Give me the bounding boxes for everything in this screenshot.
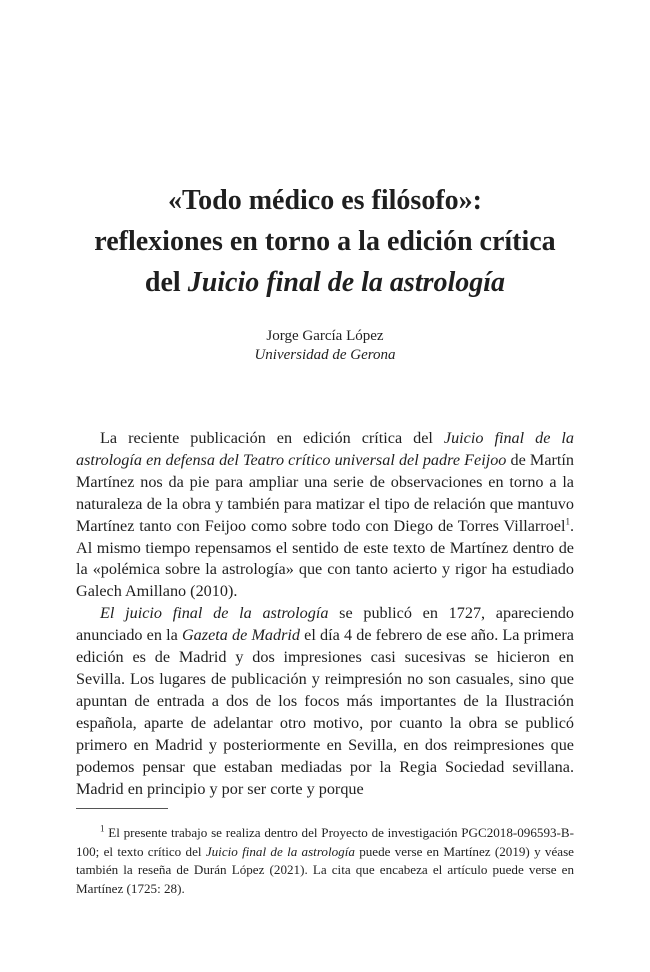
paragraph-2 xyxy=(76,603,574,800)
title-line-2: reflexiones en torno a la edición crítica xyxy=(94,226,556,257)
footnote-italic-1: Juicio final de la astrología xyxy=(205,843,355,859)
footnote xyxy=(76,824,574,898)
author-name: Jorge García López xyxy=(266,328,384,344)
p1-text-2: de Martín Martínez nos da pie para ampliar una serie de observaciones en torno a la naturaleza de la obra y también para matizar el tipo de relación que mantuvo Martínez tanto con Feijoo como sobre todo con Diego de Torres Villarroel xyxy=(76,450,574,535)
article-body xyxy=(76,428,574,800)
paragraph-1 xyxy=(76,428,574,603)
p1-italic-1: Juicio final de la astrología en defensa del Teatro crítico universal del padre Feijoo xyxy=(76,429,574,469)
title-line-3-prefix: del xyxy=(144,267,188,298)
p1-text-3: . Al mismo tiempo repensamos el sentido de este texto de Martínez dentro de la «polémica sobre la astrología» que con tanto acierto y rigor ha estudiado Galech Amillano (2010). xyxy=(76,516,574,601)
p2-italic-2: Gazeta de Madrid xyxy=(181,626,301,645)
p1-text-1: La reciente publicación en edición crítica del xyxy=(100,429,444,447)
footnote-text-2: puede verse en Martínez (2019) y véase también la reseña de Durán López (2021). La cita que encabeza el artículo puede verse en Martínez (1725: 28). xyxy=(76,843,574,896)
p2-text-2: el día 4 de febrero de ese año. La primera edición es de Madrid y dos impresiones casi sucesivas se hicieron en Sevilla. Los lugares de publicación y reimpresión no son casuales, sino que apuntan de entrada a dos de los focos más importantes de la Ilustración española, aparte de adelantar otro motivo, por cuanto la obra se publicó primero en Madrid y posteriormente en Sevilla, en dos reimpresiones que podemos pensar que estaban mediadas por la Regia Sociedad sevillana. Madrid en principio y por ser corte y porque xyxy=(76,626,574,798)
title-line-1: «Todo médico es filósofo»: xyxy=(168,185,482,216)
p2-italic-1: El juicio final de la astrología xyxy=(100,604,329,623)
footnote-number: 1 xyxy=(100,823,105,834)
title-work-name: Juicio final de la astrología xyxy=(187,267,506,298)
footnote-text-1: El presente trabajo se realiza dentro del Proyecto de investigación PGC2018-096593-B-100; el texto crítico del xyxy=(76,825,574,859)
author-affiliation: Universidad de Gerona xyxy=(254,347,396,363)
p2-text-1: se publicó en 1727, apareciendo anunciado en la xyxy=(76,604,574,645)
article-title xyxy=(0,180,650,303)
footnote-separator xyxy=(76,808,168,809)
footnote-reference[interactable]: 1 xyxy=(565,516,570,527)
title-line-3 xyxy=(0,262,650,303)
